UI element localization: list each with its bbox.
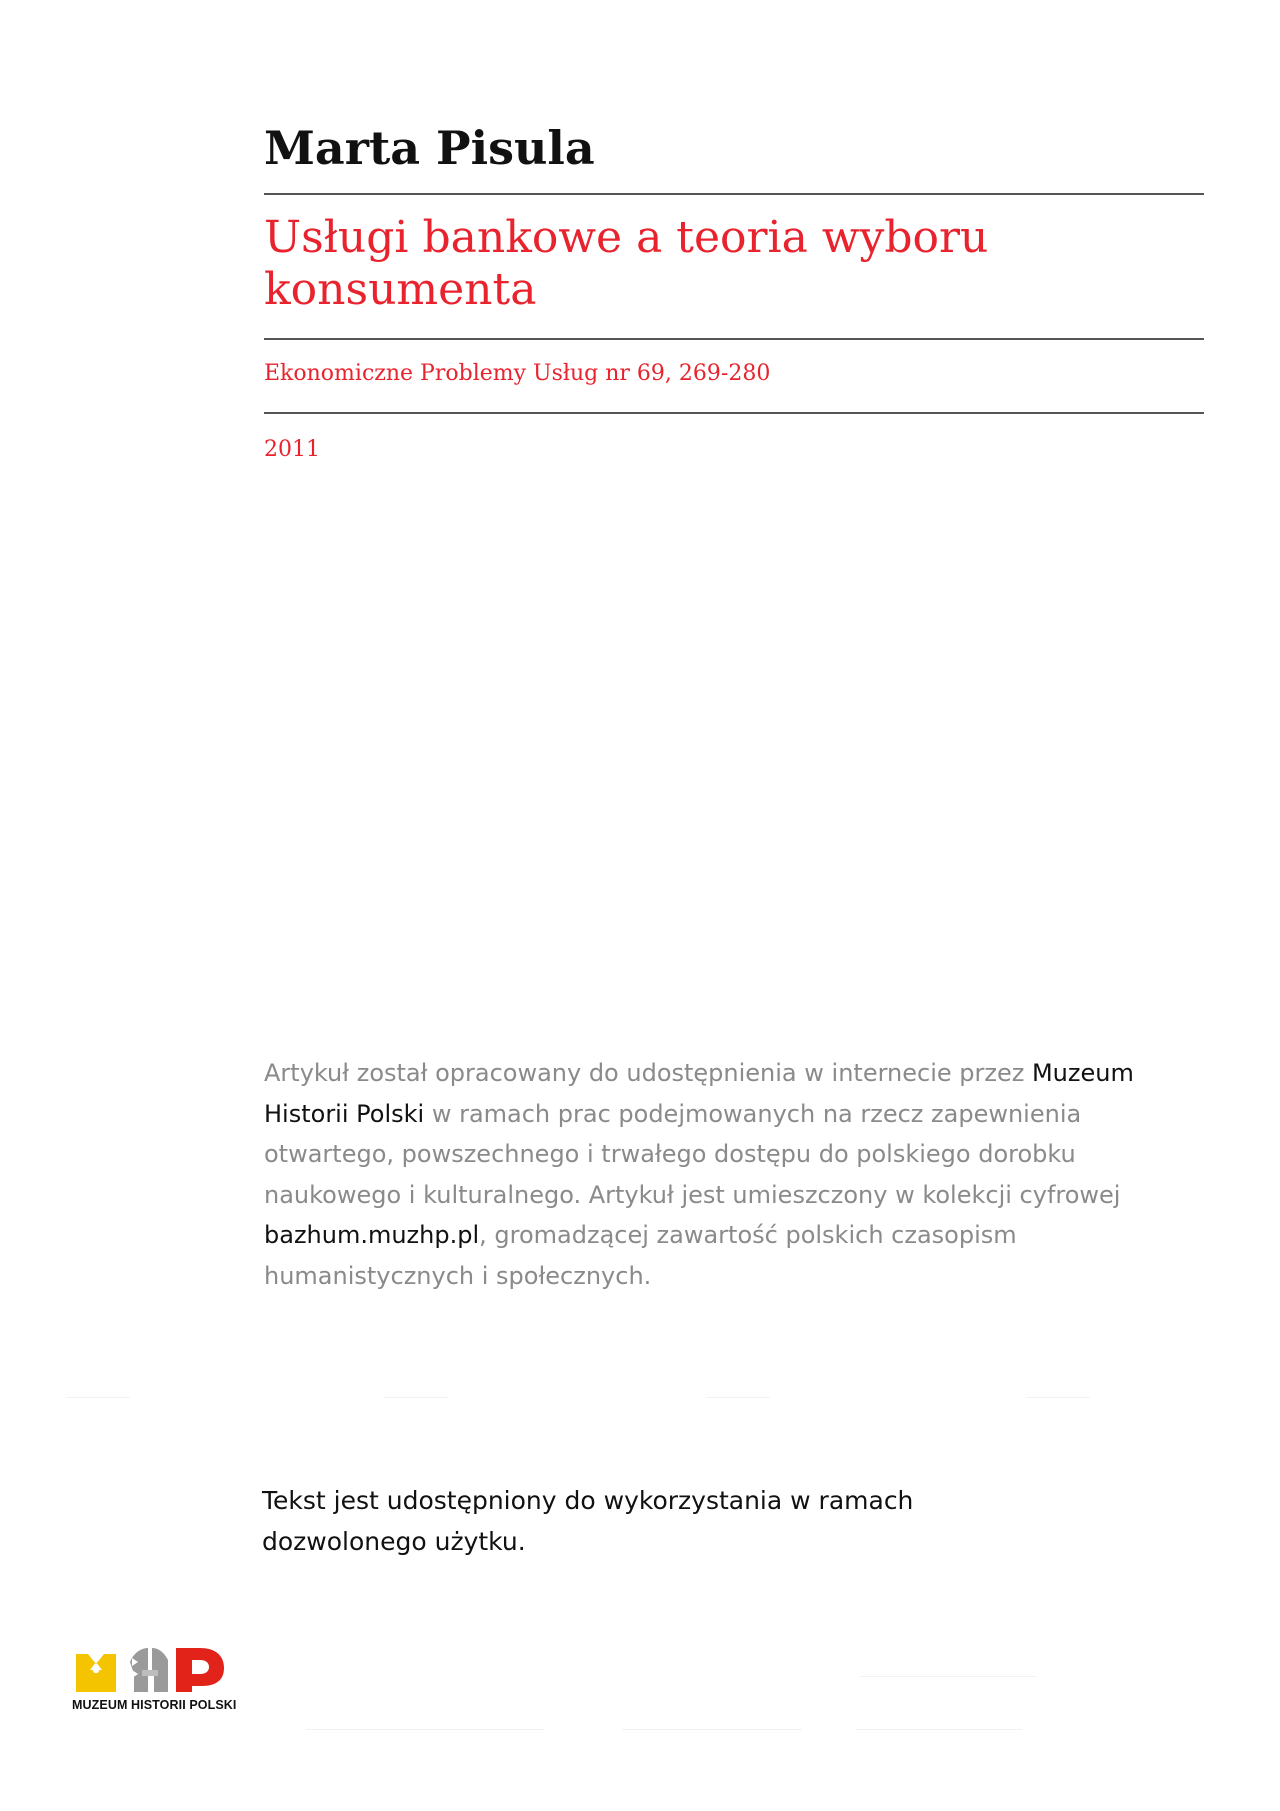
institution-name: Muzeum Historii Polski (264, 1059, 1134, 1128)
publication-year: 2011 (264, 437, 320, 462)
scan-artifact (860, 1676, 1036, 1677)
mhp-logo (72, 1640, 272, 1720)
logo-caption: MUZEUM HISTORII POLSKI (72, 1698, 237, 1712)
author-name: Marta Pisula (264, 121, 595, 175)
logo-yellow-dot (93, 1667, 99, 1673)
logo-gray-h (130, 1648, 168, 1692)
scan-artifact (384, 1397, 448, 1398)
notice-text-3: , gromadzącej zawartość polskich czasopism humanistycznych i społecznych. (264, 1221, 1017, 1290)
license-statement: Tekst jest udostępniony do wykorzystania w ramach dozwolonego użytku. (262, 1486, 914, 1556)
journal-citation: Ekonomiczne Problemy Usług nr 69, 269-280 (264, 361, 771, 386)
scan-artifact (1026, 1397, 1090, 1398)
notice-text-2: w ramach prac podejmowanych na rzecz zapewnienia otwartego, powszechnego i trwałego dostępu do polskiego dorobku naukowego i kulturalnego. Artykuł jest umieszczony w kolekcji cyfrowej (264, 1099, 1121, 1209)
scan-artifact (306, 1729, 544, 1730)
article-title: Usługi bankowe a teoria wyboru konsumenta (264, 212, 989, 315)
scan-artifact (706, 1397, 770, 1398)
divider-middle (264, 338, 1204, 340)
scan-artifact (622, 1729, 802, 1730)
divider-top (264, 193, 1204, 195)
divider-bottom (264, 412, 1204, 414)
scan-artifact (66, 1397, 130, 1398)
notice-text-1: Artykuł został opracowany do udostępnienia w internecie przez (264, 1059, 1032, 1087)
mhp-logo-icon (72, 1640, 272, 1696)
scan-artifact (856, 1729, 1022, 1730)
logo-red-p (176, 1648, 224, 1692)
collection-link[interactable]: bazhum.muzhp.pl (264, 1221, 480, 1249)
digitization-notice (264, 1053, 1184, 1296)
